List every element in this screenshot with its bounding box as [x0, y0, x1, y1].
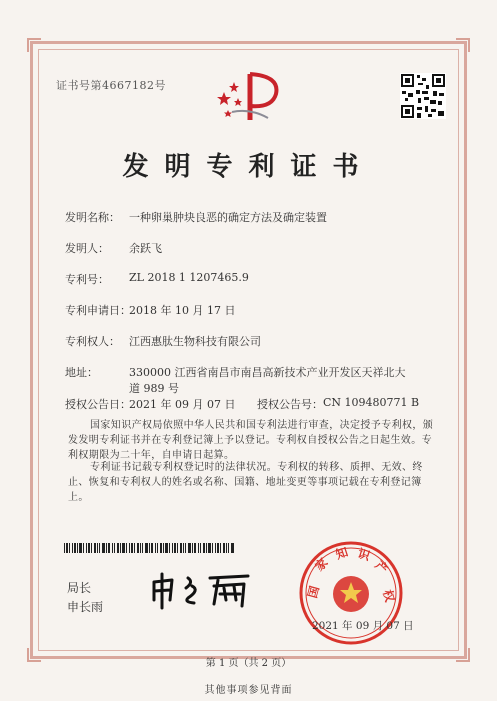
- director-signature-icon: [148, 570, 258, 610]
- invention-name-row: [65, 209, 327, 225]
- cnipa-logo-icon: [210, 68, 286, 128]
- grant-number-label: 授权公告号：: [257, 398, 323, 411]
- page-number: 第 1 页（共 2 页）: [205, 658, 292, 669]
- inventor-name: 余跃飞: [129, 242, 162, 255]
- svg-text:识: 识: [356, 546, 372, 564]
- barcode-icon: [64, 543, 234, 553]
- certificate-title: 发明专利证书: [122, 152, 375, 182]
- grant-row: [65, 396, 419, 412]
- seal-date: 2021 年 09 月 07 日: [312, 620, 414, 632]
- patent-number-row: [65, 271, 249, 287]
- patentee-name: 江西惠肽生物科技有限公司: [129, 335, 261, 348]
- grant-date-label: 授权公告日：: [65, 398, 131, 411]
- corner-ornament: [27, 38, 41, 52]
- footer-note: 其他事项参见背面: [204, 685, 293, 696]
- inventor-label: 发明人：: [65, 242, 109, 255]
- svg-text:国: 国: [305, 584, 322, 600]
- address-label: 地址：: [65, 366, 98, 379]
- director-title: 局长: [67, 581, 92, 595]
- invention-name: 一种卵巢肿块良恶的确定方法及确定装置: [129, 211, 327, 224]
- svg-text:产: 产: [372, 558, 391, 577]
- certificate-number: 证书号第4667182号: [56, 79, 166, 92]
- qr-code-icon: [400, 73, 446, 119]
- patentee-row: [65, 333, 261, 349]
- svg-text:知: 知: [334, 544, 350, 562]
- filing-date: 2018 年 10 月 17 日: [129, 304, 236, 317]
- grant-number: CN 109480771 B: [323, 396, 420, 409]
- filing-date-row: [65, 302, 235, 318]
- svg-text:家: 家: [312, 555, 331, 574]
- notice-paragraph-2: 专利证书记载专利权登记时的法律状况。专利权的转移、质押、无效、终止、恢复和专利权人的姓名或名称、国籍、地址变更等事项记载在专利登记簿上。: [68, 462, 423, 503]
- svg-text:权: 权: [380, 588, 397, 604]
- patent-number: ZL 2018 1 1207465.9: [129, 271, 249, 284]
- notice-paragraph-1: 国家知识产权局依照中华人民共和国专利法进行审查，决定授予专利权，颁发发明专利证书并在专利登记簿上予以登记。专利权自授权公告之日起生效。专利权期限为二十年，自申请日起算。: [68, 420, 434, 461]
- patentee-label: 专利权人：: [65, 335, 120, 348]
- grant-date: 2021 年 09 月 07 日: [129, 398, 236, 411]
- filing-date-label: 专利申请日：: [65, 304, 131, 317]
- address: [129, 364, 406, 396]
- director-name: 申长雨: [67, 600, 104, 614]
- corner-ornament: [456, 38, 470, 52]
- address-line-2: 道 989 号: [129, 382, 179, 395]
- address-line-1: 330000 江西省南昌市南昌高新技术产业开发区天祥北大: [129, 366, 406, 379]
- address-row: [65, 364, 406, 396]
- inventor-row: [65, 240, 162, 256]
- invention-name-label: 发明名称：: [65, 211, 120, 224]
- patent-number-label: 专利号：: [65, 273, 109, 286]
